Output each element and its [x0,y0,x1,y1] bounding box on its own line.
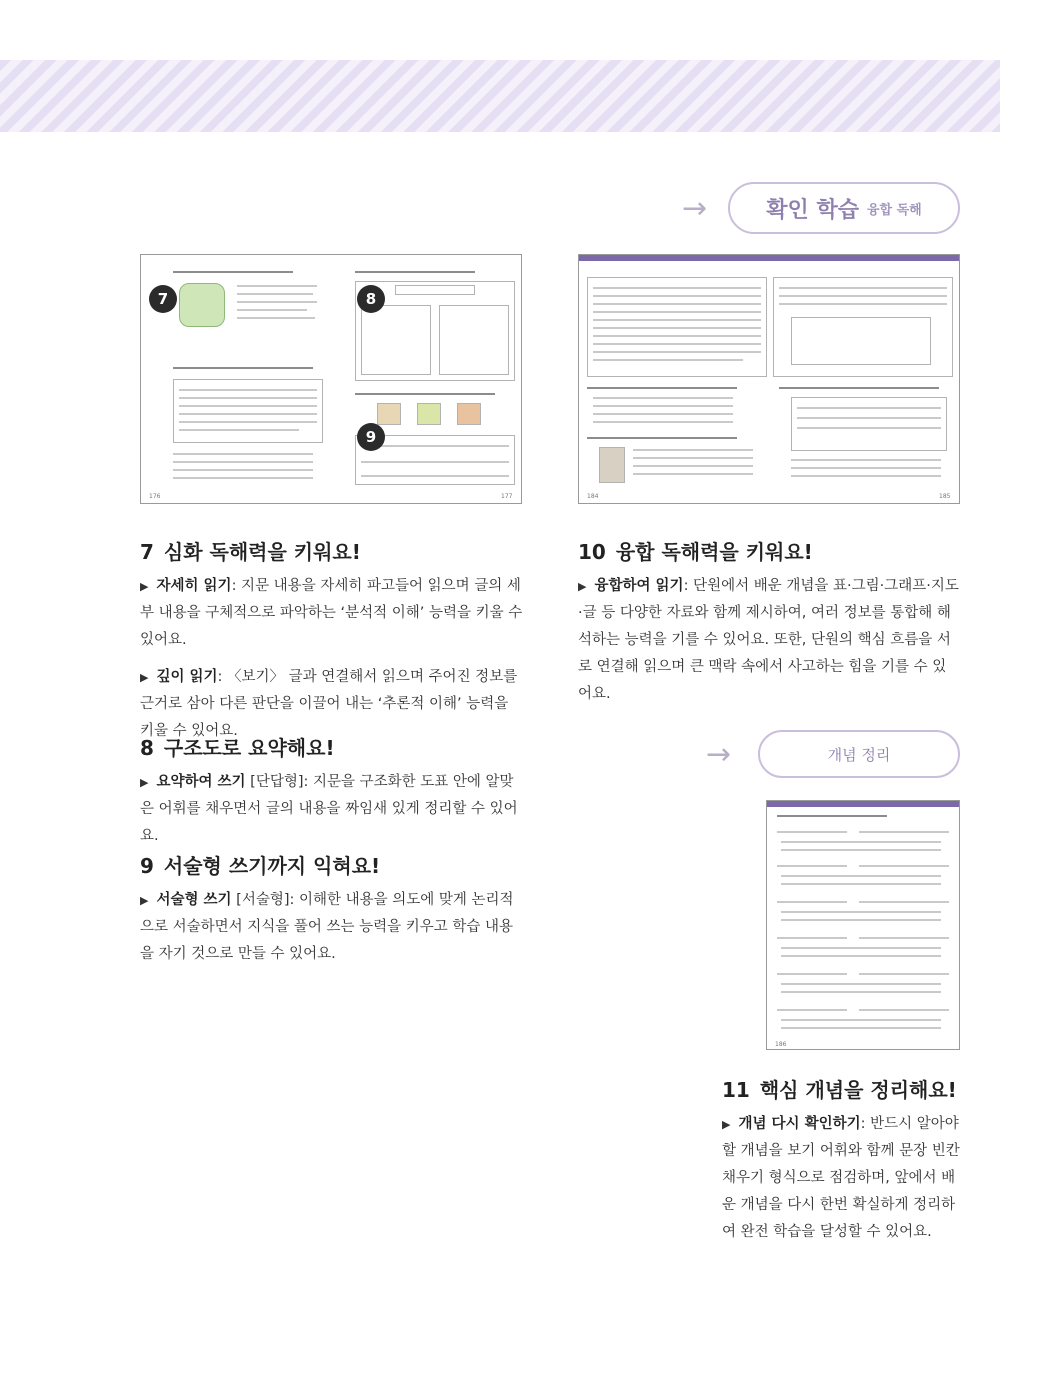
section-title: 10 융합 독해력을 키워요! [578,540,813,564]
arrow-right-icon: → [706,737,732,772]
pill-sub-label: 융합 독해 [866,202,922,218]
thumbnail-page-concept-summary [766,800,960,1050]
badge-9: 9 [357,423,385,451]
section-item: ▶ 요약하여 쓰기 [단답형]: 지문을 구조화한 도표 안에 알맞은 어휘를 채우면서 글의 내용을 짜임새 있게 정리할 수 있어요. [140,774,518,844]
badge-7: 7 [149,285,177,313]
thumbnail-spread-deep-reading [140,254,522,504]
triangle-bullet-icon: ▶ [140,671,149,684]
pill-main-label: 확인 학습 [766,197,859,223]
thumbnail-spread-fusion-reading [578,254,960,504]
badge-8: 8 [357,285,385,313]
pill-review-fusion [728,182,960,234]
page-number: 176 [149,493,161,500]
section-item: ▶ 개념 다시 확인하기: 반드시 알아야 할 개념을 보기 어휘와 함께 문장 빈칸 채우기 형식으로 점검하며, 앞에서 배운 개념을 다시 한번 확실하게 정리하여 완전 학습을 달성할 수 있어요. [722,1116,960,1240]
page-number: 186 [775,1041,787,1048]
section-title: 9 서술형 쓰기까지 익혀요! [140,854,381,878]
section-item: ▶ 깊이 읽기: 〈보기〉 글과 연결해서 읽으며 주어진 정보를 근거로 삼아 다른 판단을 이끌어 내는 ‘추론적 이해’ 능력을 키울 수 있어요. [140,669,518,739]
section-9 [140,850,524,978]
page-number: 184 [587,493,599,500]
arrow-right-icon: → [682,191,708,226]
triangle-bullet-icon: ▶ [722,1118,731,1131]
pill-label: 개념 정리 [827,745,891,764]
section-title: 8 구조도로 요약해요! [140,736,335,760]
section-item: ▶ 자세히 읽기: 지문 내용을 자세히 파고들어 읽으며 글의 세부 내용을 구체적으로 파악하는 ‘분석적 이해’ 능력을 키울 수 있어요. [140,578,523,648]
page-number: 177 [501,493,513,500]
triangle-bullet-icon: ▶ [140,580,149,593]
section-title: 11 핵심 개념을 정리해요! [722,1078,957,1102]
section-10 [578,536,960,718]
section-8 [140,732,524,860]
section-7 [140,536,524,755]
section-item: ▶ 서술형 쓰기 [서술형]: 이해한 내용을 의도에 맞게 논리적으로 서술하면서 지식을 풀어 쓰는 능력을 키우고 학습 내용을 자기 것으로 만들 수 있어요. [140,892,514,962]
section-title: 7 심화 독해력을 키워요! [140,540,361,564]
triangle-bullet-icon: ▶ [140,894,149,907]
illustration-island [179,283,225,327]
triangle-bullet-icon: ▶ [140,776,149,789]
pill-concept-summary [758,730,960,778]
section-11 [722,1074,960,1256]
triangle-bullet-icon: ▶ [578,580,587,593]
page-number: 185 [939,493,951,500]
decorative-striped-band [0,60,1000,132]
section-item: ▶ 융합하여 읽기: 단원에서 배운 개념을 표·그림·그래프·지도·글 등 다양한 자료와 함께 제시하여, 여러 정보를 통합해 해석하는 능력을 기를 수 있어요. 또한, 단원의 핵심 흐름을 서로 연결해 읽으며 큰 맥락 속에서 사고하는 힘을 기를 수 있어요. [578,578,959,702]
